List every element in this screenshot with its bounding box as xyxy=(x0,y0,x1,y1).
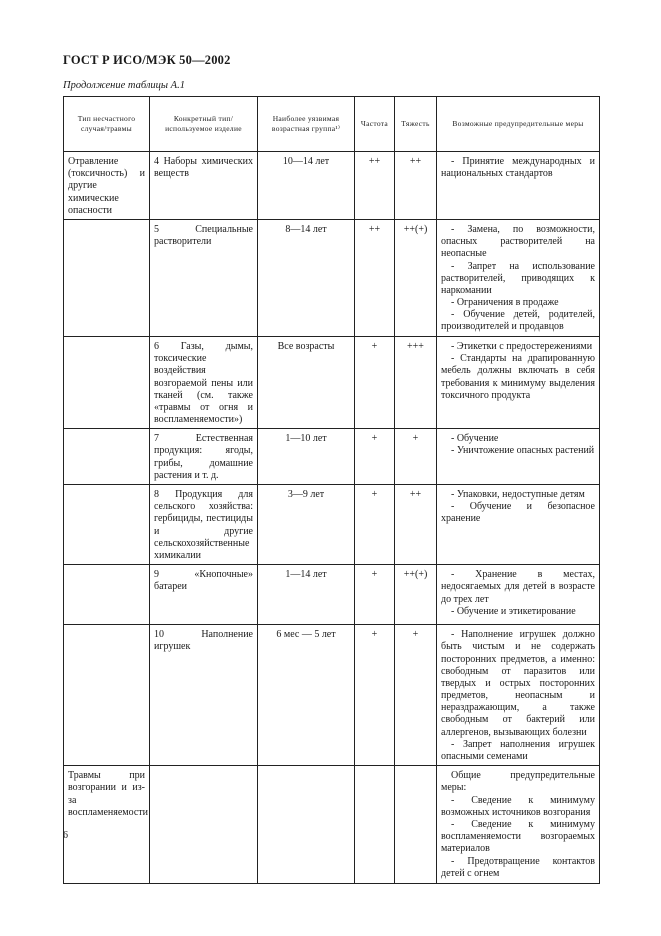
cell-measures xyxy=(437,152,600,220)
cell-injury-type xyxy=(64,219,150,336)
cell-severity: ++ xyxy=(395,485,437,565)
table-row xyxy=(64,625,600,766)
table-row xyxy=(64,766,600,884)
measure-item: - Предотвращение контактов детей с огнем xyxy=(441,855,595,879)
cell-frequency: + xyxy=(355,485,395,565)
cell-measures xyxy=(437,625,600,766)
page-number: 6 xyxy=(63,830,68,841)
column-header-severity: Тяжесть xyxy=(395,97,437,152)
cell-product: 9 «Кнопочные» батареи xyxy=(150,565,258,625)
cell-frequency: + xyxy=(355,336,395,428)
column-header-frequency: Частота xyxy=(355,97,395,152)
cell-product xyxy=(150,766,258,884)
cell-severity: +++ xyxy=(395,336,437,428)
table-row xyxy=(64,336,600,428)
measure-item: - Обучение и этикетирование xyxy=(451,605,576,617)
cell-frequency: + xyxy=(355,429,395,485)
measure-item: - Уничтожение опасных растений xyxy=(451,445,595,457)
cell-measures xyxy=(437,565,600,625)
cell-product: 5 Специальные растворители xyxy=(150,219,258,336)
column-header-age-group: Наиболее уязвимая возрастная группа¹⁾ xyxy=(258,97,355,152)
table-row xyxy=(64,485,600,565)
cell-injury-type: Отравление (токсичность) и другие химические опасности xyxy=(64,152,150,220)
column-header-measures: Возможные предупредительные меры xyxy=(437,97,600,152)
cell-product: 6 Газы, дымы, токсические воздействия возгораемой пены или тканей (см. также «травмы от огня и воспламеняемости») xyxy=(150,336,258,428)
cell-frequency xyxy=(355,766,395,884)
measure-item: - Упаковки, недоступные детям xyxy=(451,489,585,500)
measure-item: - Этикетки с предостережениями xyxy=(451,340,593,352)
cell-product: 8 Продукция для сельского хозяйства: гербициды, пестициды и другие сельскохозяйственные химикалии xyxy=(150,485,258,565)
measure-item: - Запрет на использование растворителей, приводящих к наркомании xyxy=(441,260,595,296)
table-header-row xyxy=(64,97,600,152)
measure-item: Общие предупредительные меры: xyxy=(441,770,595,794)
cell-injury-type xyxy=(64,565,150,625)
cell-injury-type xyxy=(64,485,150,565)
cell-severity: + xyxy=(395,625,437,766)
cell-injury-type xyxy=(64,625,150,766)
cell-measures xyxy=(437,485,600,565)
cell-injury-type: Травмы при возгорании и из-за воспламеняемости xyxy=(64,766,150,884)
measure-item: - Принятие международных и национальных стандартов xyxy=(441,156,595,180)
cell-measures xyxy=(437,429,600,485)
cell-age-group: 1—14 лет xyxy=(258,565,355,625)
measure-item: - Сведение к минимуму воспламеняемости возгораемых материалов xyxy=(441,818,595,855)
measure-item: - Запрет наполнения игрушек опасными семенами xyxy=(441,738,595,762)
column-header-product: Конкретный тип/используемое изделие xyxy=(150,97,258,152)
cell-age-group: Все возрасты xyxy=(258,336,355,428)
measure-item: - Обучение xyxy=(451,433,499,445)
measure-item: - Обучение детей, родителей, производителей и продавцов xyxy=(441,309,595,333)
cell-measures xyxy=(437,219,600,336)
cell-age-group: 1—10 лет xyxy=(258,429,355,485)
table-row xyxy=(64,219,600,336)
cell-frequency: + xyxy=(355,625,395,766)
cell-age-group: 10—14 лет xyxy=(258,152,355,220)
hazards-table xyxy=(63,96,600,884)
measure-item: - Хранение в местах, недосягаемых для детей в возрасте до трех лет xyxy=(441,569,595,605)
cell-measures xyxy=(437,766,600,884)
cell-age-group: 8—14 лет xyxy=(258,219,355,336)
cell-severity: + xyxy=(395,429,437,485)
cell-product: 7 Естественная продукция: ягоды, грибы, домашние растения и т. д. xyxy=(150,429,258,485)
cell-frequency: ++ xyxy=(355,219,395,336)
measure-item: - Ограничения в продаже xyxy=(451,297,559,309)
cell-severity xyxy=(395,766,437,884)
cell-age-group: 3—9 лет xyxy=(258,485,355,565)
cell-injury-type xyxy=(64,429,150,485)
cell-measures xyxy=(437,336,600,428)
measure-item: - Наполнение игрушек должно быть чистым и не содержать посторонних предметов, а именно: свободным от паразитов или твердых и острых посторонних предметов, неопасным и нераздражающим, а также свободным от бактерий или аллергенов, вызывающих болезни xyxy=(441,629,595,738)
measure-item: - Сведение к минимуму возможных источников возгорания xyxy=(441,794,595,818)
column-header-injury-type: Тип несчастного случая/травмы xyxy=(64,97,150,152)
document-header: ГОСТ Р ИСО/МЭК 50—2002 xyxy=(63,53,231,67)
cell-severity: ++ xyxy=(395,152,437,220)
table-row xyxy=(64,565,600,625)
cell-age-group: 6 мес — 5 лет xyxy=(258,625,355,766)
table-row xyxy=(64,429,600,485)
cell-product: 4 Наборы химических веществ xyxy=(150,152,258,220)
cell-frequency: + xyxy=(355,565,395,625)
cell-severity: ++(+) xyxy=(395,565,437,625)
measure-item: - Обучение и безопасное хранение xyxy=(441,501,595,525)
table-caption: Продолжение таблицы А.1 xyxy=(63,80,185,91)
cell-frequency: ++ xyxy=(355,152,395,220)
measure-item: - Стандарты на драпированную мебель должны включать в себя требования к минимуму выделения токсичного продукта xyxy=(441,353,595,401)
cell-product: 10 Наполнение игрушек xyxy=(150,625,258,766)
measure-item: - Замена, по возможности, опасных растворителей на неопасные xyxy=(441,223,595,260)
cell-injury-type xyxy=(64,336,150,428)
table-row xyxy=(64,152,600,220)
cell-severity: ++(+) xyxy=(395,219,437,336)
cell-age-group xyxy=(258,766,355,884)
